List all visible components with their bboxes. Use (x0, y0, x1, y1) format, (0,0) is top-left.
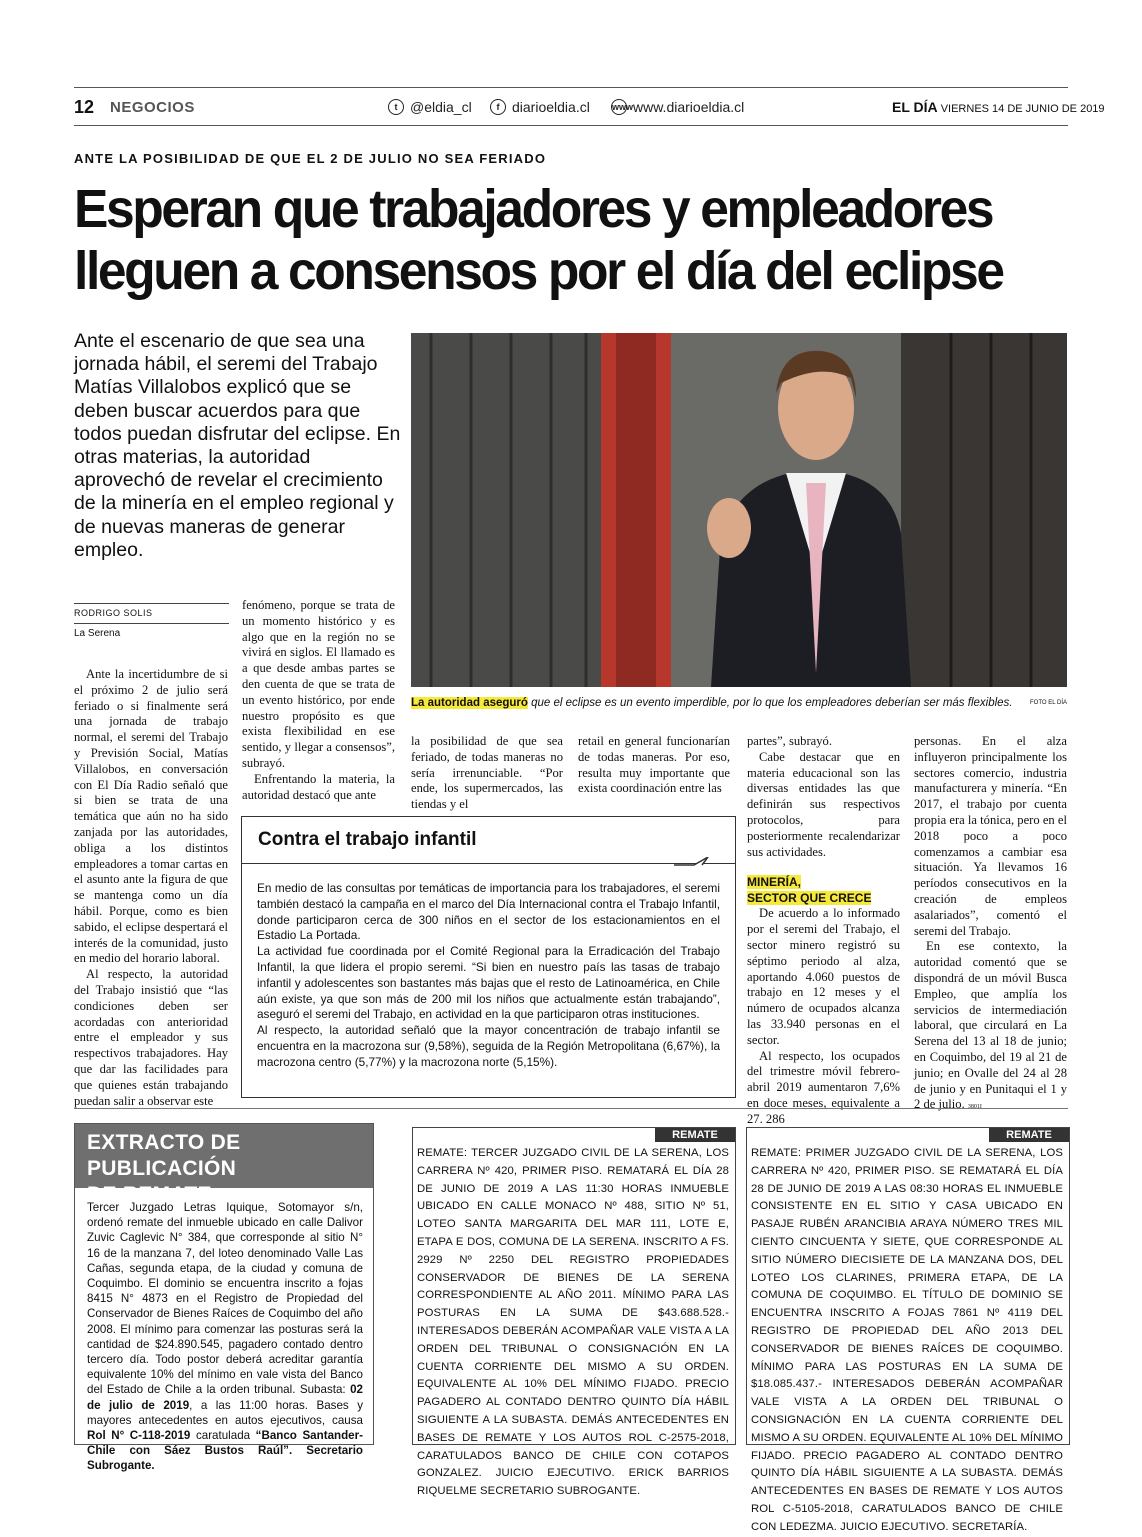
extracto-header (75, 1124, 373, 1206)
paragraph: fenómeno, porque se trata de un momento histórico y es algo que en la región no se vivirá en siglos. El llamado es a que desde ambas partes se den cuenta de que se trata de un evento histórico, por ende nuestro propósito es que exista flexibilidad en ese sentido, y llegar a consensos”, subrayó. (242, 598, 395, 770)
paragraph: la posibilidad de que sea feriado, de todas maneras no sería irrenunciable. “Por ende, los supermercados, las tiendas y el (411, 734, 563, 812)
paragraph: retail en general funcionarían de todas maneras. Por eso, resulta muy importante que exista coordinación entre las (578, 734, 730, 796)
photo-caption (411, 697, 1067, 709)
dateline-city: La Serena (74, 623, 229, 639)
sidebar-box (241, 816, 736, 1098)
paragraph: Al respecto, la autoridad señaló que la mayor concentración de trabajo infantil se encuentra en la macrozona sur (9,58%), seguida de la Región Metropolitana (6,67%), la macrozona centro (5,77%) y la macrozona norte (5,15%). (257, 1023, 720, 1069)
issue-date: VIERNES 14 DE JUNIO DE 2019 (940, 103, 1105, 115)
masthead: EL DÍA (892, 99, 938, 115)
caption-bold: La autoridad aseguró (411, 697, 528, 709)
subhead-line-1: MINERÍA, (747, 875, 801, 890)
body-column-1 (74, 667, 228, 1109)
paragraph: partes”, subrayó. (747, 734, 832, 748)
paragraph: La actividad fue coordinada por el Comité Regional para la Erradicación del Trabajo Infantil, la que lidera el propio seremi. “Si bien en nuestro país las tasas de trabajo infantil y adolescentes son bastantes más bajas que el resto de Latinoamérica, en Chile aún existe, ya que son más de 200 mil los niños que actualmente están trabajando”, aseguró el seremi del Trabajo, en actividad en la que participaron otras instituciones. (257, 944, 720, 1022)
body-column-3 (411, 734, 563, 813)
author: RODRIGO SOLIS (74, 603, 229, 618)
paragraph: Al respecto, los ocupados del trimestre móvil febrero-abril 2019 aumentaron 7,6% en doce meses, equivalente a 27. 286 (747, 1048, 900, 1126)
paragraph: Cabe destacar que en materia educacional son las diversas entidades las que definirán sus respectivos protocolos, para posteriormente recalendarizar sus actividades. (747, 749, 900, 859)
facebook-handle[interactable]: f diarioeldia.cl (490, 99, 590, 115)
remate-notice-1 (412, 1127, 736, 1498)
globe-icon: www (611, 99, 627, 115)
box-title: Contra el trabajo infantil (258, 829, 477, 850)
header-rule (74, 125, 1068, 126)
paragraph: En medio de las consultas por temáticas de importancia para los trabajadores, el seremi también destacó la campaña en el marco del Día Internacional contra el Trabajo Infantil, donde participaron cerca de 300 niños en el sector de los estacionamientos en el Estadio La Portada. (257, 881, 720, 943)
body-column-4 (578, 734, 730, 797)
remate-text: REMATE: TERCER JUZGADO CIVIL DE LA SERENA, LOS CARRERA Nº 420, PRIMER PISO. REMATARÁ EL DÍA 28 DE JUNIO DE 2019 A LAS 11:30 HORAS INMUEBLE UBICADO EN CALLE MONACO Nº 488, SITIO Nº 51, LOTEO SANTA MARGARITA DEL MAR 111, LOTE E, ETAPA E DOS, COMUNA DE LA SERENA. INSCRITO A FS. 2929 Nº 2250 DEL REGISTRO PROPIEDADES CONSERVADOR DE BIENES DE LA SERENA CORRESPONDIENTE AL AÑO 2011. MÍNIMO PARA LAS POSTURAS EN LA SUMA DE $43.688.528.- INTERESADOS DEBERÁN ACOMPAÑAR VALE VISTA A LA ORDEN DEL TRIBUNAL O CONSIGNACIÓN EN LA CUENTA CORRIENTE DEL MISMO A SU ORDEN. EQUIVALENTE AL 10% DEL MÍNIMO FIJADO. PRECIO PAGADERO AL CONTADO DENTRO QUINTO DÍA HÁBIL SIGUIENTE A LA SUBASTA. DEMÁS ANTECEDENTES EN BASES DE REMATE Y LOS AUTOS ROL C-2575-2018, CARATULADOS BANCO DE CHILE CON COTAPOS GONZALEZ. JUICIO EJECUTIVO. ERICK BARRIOS RIQUELME SECRETARIO SUBROGANTE. (417, 1147, 729, 1498)
speech-tail (672, 857, 712, 879)
remate-notice-2 (746, 1127, 1070, 1533)
box-divider (242, 863, 735, 864)
paragraph: Enfrentando la materia, la autoridad destacó que ante (242, 771, 395, 802)
body-column-6 (914, 734, 1067, 1116)
remate-tag: REMATE (655, 1128, 735, 1142)
section-label: NEGOCIOS (110, 99, 195, 116)
subhead (747, 874, 900, 906)
photo-credit: FOTO EL DÍA (1029, 700, 1067, 706)
lead-paragraph: Ante el escenario de que sea una jornada hábil, el seremi del Trabajo Matías Villalobos explicó que se deben buscar acuerdos para que todos puedan disfrutar del eclipse. En otras materias, la autoridad aprovechó de revelar el crecimiento de la minería en el empleo regional y de nuevas maneras de generar empleo. (74, 330, 401, 561)
body-column-5 (747, 734, 900, 1128)
bottom-rule (74, 1108, 1068, 1109)
top-rule (74, 87, 1068, 88)
paragraph: Ante la incertidumbre de si el próximo 2 de julio será feriado o si finalmente será una jornada de trabajo normal, el seremi del Trabajo y Previsión Social, Matías Villalobos, en conversación con El Día Radio señaló que si bien se trata de una temática que aún no ha sido zanjada por las autoridades, obliga a los distintos empleadores a tomar cartas en el asunto ante la figura de que se mantenga como un día hábil. Porque, como es bien sabido, el eclipse despertará el interés de la comunidad, justo en medio del horario laboral. (74, 667, 228, 966)
headline (74, 178, 1029, 302)
masthead-date (892, 99, 1105, 115)
paragraph: En ese contexto, la autoridad comentó que se dispondrá de un móvil Busca Empleo, que amplía los servicios de intermediación laboral, que circulará en La Serena del 13 al 18 de junio; en Coquimbo, del 19 al 21 de junio; en Ovalle del 24 al 28 de junio y en Punitaqui el 1 y 2 de julio. 3801I (914, 939, 1067, 1112)
caption-text: que el eclipse es un evento imperdible, por lo que los empleadores deberían ser más flexibles. (527, 697, 1013, 709)
headline-line-1: Esperan que trabajadores y empleadores (74, 179, 993, 239)
paragraph: Al respecto, la autoridad del Trabajo insistió que “las condiciones deben ser acordadas con anterioridad entre el empleador y sus respectivos trabajadores. Hay que dar las facilidades para que quienes están trabajando puedan salir a observar este (74, 967, 228, 1108)
page-number: 12 (74, 97, 95, 117)
paragraph: personas. En el alza influyeron principalmente los sectores comercio, industria manufacturera y minería. “En 2017, el trabajo por cuenta propia era la tónica, pero en el 2018 poco a poco comenzamos a cambiar esa situación. Ya llevamos 16 períodos consecutivos en la creación de empleos asalariados”, comentó el seremi del Trabajo. (914, 734, 1067, 938)
extracto-text: Tercer Juzgado Letras Iquique, Sotomayor s/n, ordenó remate del inmueble ubicado en calle Dalivor Zuvic Caglevic N° 384, que corresponde al sitio N° 16 de la manzana 7, del loteo denominado Valle Las Cañas, segunda etapa, de la ciudad y comuna de Coquimbo. El dominio se encuentra inscrito a fojas 8415 N° 4873 en el Registro de Propiedad del Conservador de Bienes Raíces de Coquimbo del año 2008. El mínimo para comenzar las posturas será la cantidad de $24.890.545, pagadero contado dentro tercero día. Todo postor deberá acreditar garantía equivalente 10% del mínimo en vale vista del Banco del Estado de Chile a la orden tribunal. Subasta: 02 de julio de 2019, a las 11:00 horas. Bases y mayores antecedentes en autos ejecutivos, causa Rol N° C-118-2019 caratulada “Banco Santander-Chile con Sáez Bustos Raúl”. Secretario Subrogante. (87, 1201, 363, 1473)
paragraph: De acuerdo a lo informado por el seremi del Trabajo, el sector minero registró su séptimo periodo al alza, aportando 4.060 puestos de trabajo en 12 meses y el número de ocupados alcanza las 33.940 personas en el sector. (747, 906, 900, 1047)
article-code: 3801I (967, 1104, 982, 1111)
body-column-2 (242, 598, 395, 803)
article-photo (411, 333, 1067, 687)
twitter-handle[interactable]: t @eldia_cl (388, 99, 472, 115)
extracto-remate (74, 1123, 374, 1473)
photo-illustration (411, 333, 1067, 687)
twitter-icon: t (388, 99, 404, 115)
remate-text: REMATE: PRIMER JUZGADO CIVIL DE LA SERENA, LOS CARRERA Nº 420, PRIMER PISO. SE REMATARÁ EL DÍA 28 DE JUNIO DE 2019 A LAS 08:30 HORAS EL INMUEBLE CONSISTENTE EN EL SITIO Y CASA UBICADO EN PASAJE RUBÉN ARANCIBIA ARAYA NÚMERO TRES MIL CIENTO CINCUENTA Y SIETE, QUE CORRESPONDE AL SITIO NÚMERO DIECISIETE DE LA MANZANA DOS, DEL LOTEO LOS CLARINES, PRIMERA ETAPA, DE LA COMUNA DE COQUIMBO. EL TÍTULO DE DOMINIO SE ENCUENTRA INSCRITO A FOJAS 7861 Nº 4119 DEL REGISTRO DE PROPIEDAD DEL AÑO 2013 DEL CONSERVADOR DE BIENES RAÍCES DE COQUIMBO. MÍNIMO PARA LAS POSTURAS EN LA SUMA DE $18.085.437.- INTERESADOS DEBERÁN ACOMPAÑAR VALE VISTA A LA ORDEN DEL TRIBUNAL O CONSIGNACIÓN EN LA CUENTA CORRIENTE DEL MISMO A SU ORDEN. EQUIVALENTE AL 10% DEL MÍNIMO FIJADO. PRECIO PAGADERO AL CONTADO DENTRO QUINTO DÍA HÁBIL SIGUIENTE A LA SUBASTA. DEMÁS ANTECEDENTES EN BASES DE REMATE Y LOS AUTOS ROL C-5105-2018, CARATULADOS BANCO DE CHILE CON LEDEZMA. JUICIO EJECUTIVO. SECRETARÍA. (751, 1147, 1063, 1533)
website-link[interactable]: www www.diarioeldia.cl (612, 99, 745, 115)
remate-tag: REMATE (989, 1128, 1069, 1142)
subhead-line-2: SECTOR QUE CRECE (747, 891, 872, 906)
extracto-title-1: EXTRACTO DE PUBLICACIÓN (87, 1131, 241, 1180)
extracto-title-2: DE REMATE (87, 1183, 212, 1206)
kicker: ANTE LA POSIBILIDAD DE QUE EL 2 DE JULIO NO SEA FERIADO (74, 151, 547, 166)
headline-line-2: lleguen a consensos por el día del eclipse (74, 241, 1003, 301)
box-text (257, 881, 720, 1071)
facebook-icon: f (490, 99, 506, 115)
